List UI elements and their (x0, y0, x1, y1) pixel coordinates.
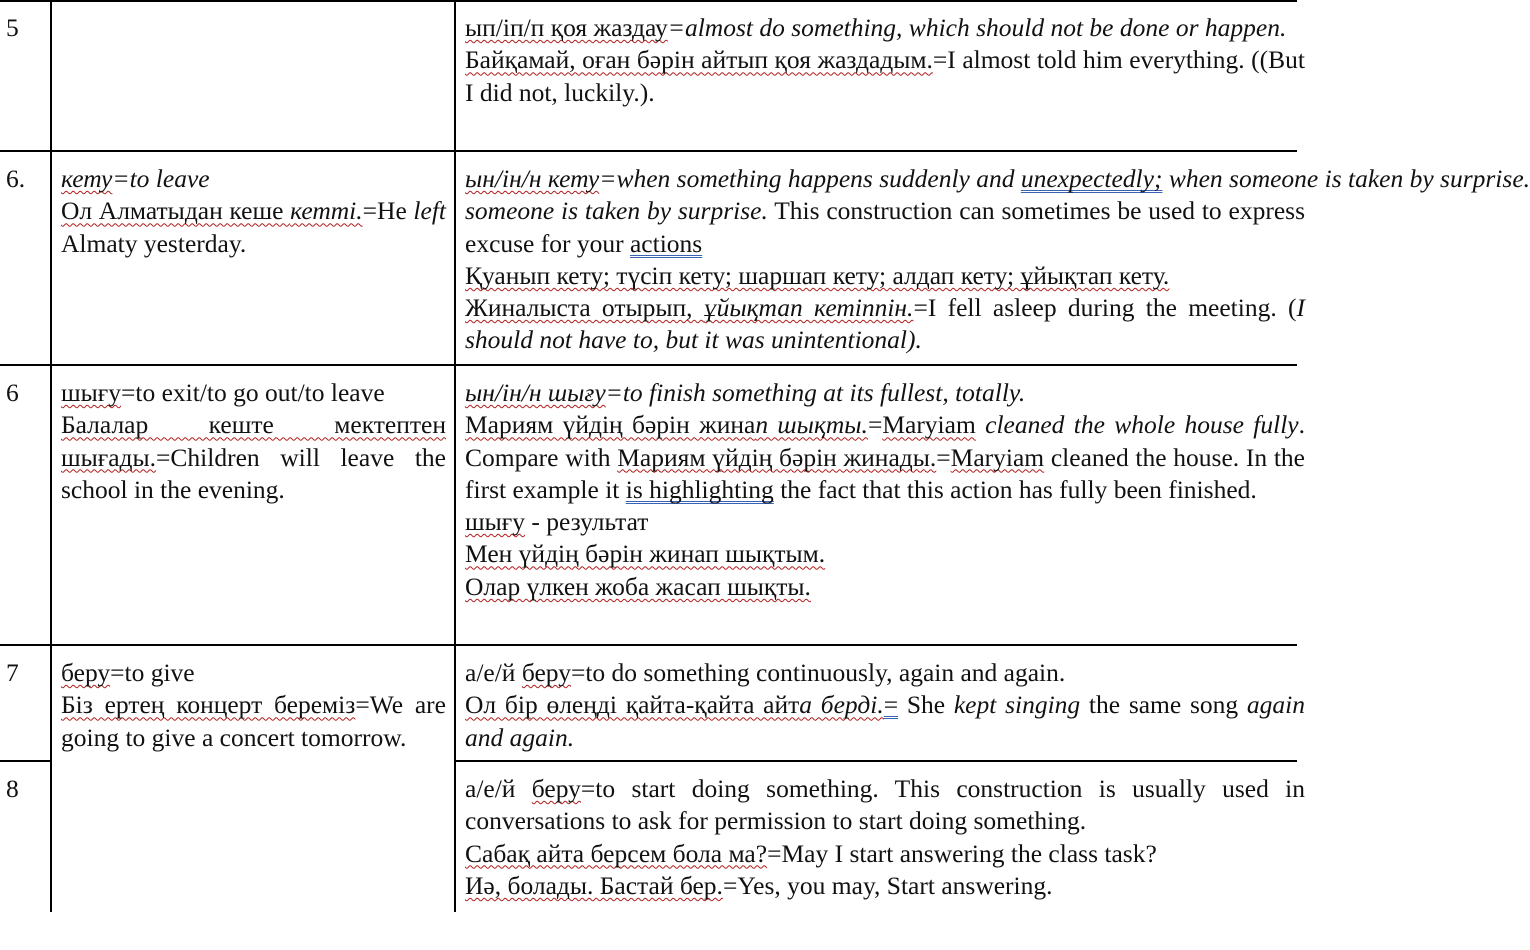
example-english-italic: left (413, 196, 446, 226)
column-divider (50, 0, 52, 912)
row-divider (0, 644, 1297, 646)
formula-suffix: ып/іп/п қоя жаздау (465, 13, 668, 42)
example-english: =May I start answering the class task? (767, 838, 1157, 868)
formula-definition: =to do something continuously, again and again. (570, 658, 1066, 687)
example-kazakh: Ол Алматыдан кеше (61, 196, 291, 226)
example-english-italic: cleaned the whole house fully (975, 410, 1299, 440)
row-divider (0, 760, 50, 762)
row-number: 7 (6, 658, 19, 687)
example-verb: п шықты. (755, 410, 868, 440)
example-english-italic: I should not have to, but it was unintentional). (465, 293, 1305, 355)
example-kazakh: Мариям үйдің бәрін жина (465, 410, 756, 440)
formula-word: actions (629, 228, 703, 258)
formula-definition-tail-2: someone is taken by surprise. (465, 196, 768, 226)
example-kazakh: Олар үлкен жоба жасап шықты. (465, 571, 811, 601)
formula-definition: =to finish something at its fullest, totally. (605, 378, 1026, 407)
formula-definition: =almost do something, which should not be done or happen. (667, 13, 1287, 42)
example-english: . Compare with (465, 410, 1305, 472)
example-kazakh: Иә, болады. Бастай бер. (465, 870, 723, 900)
meaning-cell (61, 377, 446, 506)
example-eq: =He (362, 196, 414, 226)
example-verb: кетті. (290, 196, 363, 226)
example-english: the same song (1080, 690, 1247, 720)
example-name: Maryiam (882, 410, 976, 440)
example-kazakh: Мариям үйдің бәрін жинады. (617, 442, 937, 472)
example-english: the fact that this action has fully been finished. (773, 474, 1257, 504)
formula-suffix: ын/ін/н шығу (465, 378, 606, 407)
result-label: - результат (524, 507, 649, 537)
example-verb: а берді. (799, 690, 884, 720)
highlighted-phrase: is highlighting (625, 474, 774, 504)
example-verb: ұйықтап кетіппін. (703, 293, 914, 323)
formula-suffix: ын/ін/н кету (465, 164, 600, 193)
row-divider (454, 760, 1297, 762)
example-kazakh: Ол бір өлеңді қайта-қайта айт (465, 690, 800, 720)
verb-translation: =to exit/to go out/to leave (120, 378, 385, 407)
verb-word: кету (61, 164, 113, 193)
formula-note: This construction can sometimes be used to express excuse for your (465, 196, 1305, 258)
example-kazakh: Жиналыста отырып, (465, 293, 704, 323)
example-english: She (898, 690, 954, 720)
formula-definition: =when something happens suddenly and (599, 164, 1021, 193)
row-number: 5 (6, 13, 19, 42)
example-eq: = (867, 410, 883, 440)
meaning-cell (61, 657, 446, 754)
example-eq: = (936, 442, 951, 472)
example-english-italic: kept singing (953, 690, 1081, 720)
example-english: Almaty yesterday. (61, 228, 247, 258)
verb-translation: =to leave (112, 164, 210, 193)
example-kazakh: Мен үйдің бәрін жинап шықтым. (465, 539, 826, 569)
result-word: шығу (465, 507, 525, 537)
usage-cell (465, 657, 1305, 754)
example-kazakh: Сабақ айта берсем бола ма? (465, 838, 768, 868)
example-kazakh: Балалар кеште мектептен шығады. (61, 410, 446, 472)
verb-translation: =to give (110, 658, 195, 687)
formula-suffix: а/е/й (465, 774, 532, 803)
example-kazakh: Біз ертең концерт береміз (61, 690, 356, 720)
example-english: =We are going to give a concert tomorrow. (61, 690, 446, 752)
example-english: =Children will leave the school in the evening. (61, 442, 446, 504)
column-divider (454, 0, 456, 912)
usage-cell (465, 12, 1305, 109)
example-eq: = (883, 690, 899, 720)
row-number: 6. (6, 164, 26, 193)
usage-cell (465, 773, 1305, 902)
example-english: cleaned the house. In the first example it (465, 442, 1305, 504)
formula-suffix: а/е/й (465, 658, 522, 687)
verb-list: Қуанып кету; түсіп кету; шаршап кету; алдап кету; ұйықтап кету. (465, 260, 1170, 290)
formula-word: беру (531, 774, 581, 803)
row-divider (0, 364, 1297, 366)
example-kazakh: Байқамай, оған бәрін айтып қоя жаздадым. (465, 45, 933, 75)
row-number: 8 (6, 774, 19, 803)
usage-cell (465, 377, 1305, 603)
row-divider (0, 0, 1297, 2)
formula-word: unexpectedly; (1020, 164, 1163, 193)
example-english: =I almost told him everything. ((But I did not, luckily.). (465, 45, 1305, 107)
formula-word: беру (521, 658, 571, 687)
example-name: Maryiam (950, 442, 1045, 472)
example-english-italic: again and again. (465, 690, 1305, 752)
formula-definition-tail: when someone is taken by surprise. (1162, 164, 1530, 193)
example-english: =Yes, you may, Start answering. (722, 870, 1053, 900)
meaning-cell (61, 163, 446, 260)
formula-definition: =to start doing something. This construction is usually used in conversations to ask for permission to start doing something. (465, 774, 1306, 836)
usage-cell (465, 163, 1530, 357)
example-english: =I fell asleep during the meeting. ( (913, 293, 1297, 323)
row-number: 6 (6, 378, 19, 407)
verb-word: шығу (61, 378, 121, 407)
verb-word: беру (61, 658, 111, 687)
row-divider (0, 150, 1297, 152)
